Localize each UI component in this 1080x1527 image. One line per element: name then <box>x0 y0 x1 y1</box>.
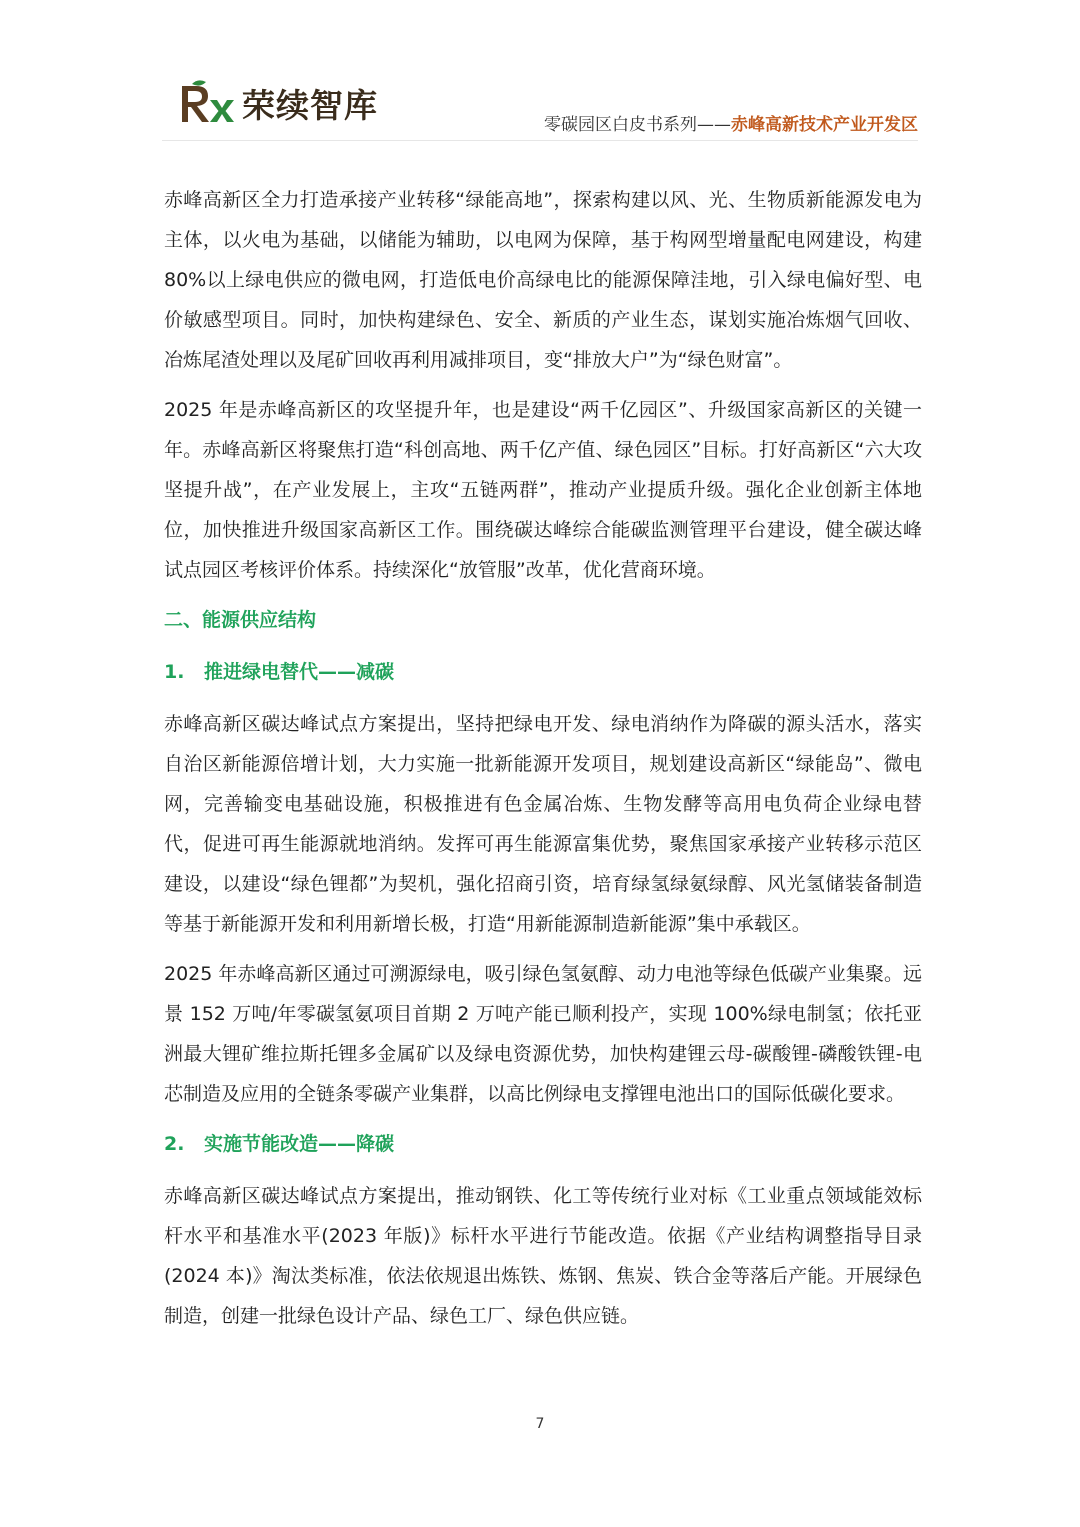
subsection-number: 1. <box>164 661 185 683</box>
section-heading-energy-supply: 二、能源供应结构 <box>164 609 317 631</box>
paragraph-2025-plan: 2025 年是赤峰高新区的攻坚提升年，也是建设“两千亿园区”、升级国家高新区的关键一年。赤峰高新区将聚焦打造“科创高地、两千亿产值、绿色园区”目标。打好高新区“六大攻坚提升战”，在产业发展上，主攻“五链两群”，推动产业提质升级。强化企业创新主体地位，加快推进升级国家高新区工作。围绕碳达峰综合能碳监测管理平台建设，健全碳达峰试点园区考核评价体系。持续深化“放管服”改革，优化营商环境。 <box>164 399 922 581</box>
series-park-name: 赤峰高新技术产业开发区 <box>731 115 918 135</box>
paragraph-green-energy-highland: 赤峰高新区全力打造承接产业转移“绿能高地”，探索构建以风、光、生物质新能源发电为主体，以火电为基础，以储能为辅助，以电网为保障，基于构网型增量配电网建设，构建80%以上绿电供应的微电网，打造低电价高绿电比的能源保障洼地，引入绿电偏好型、电价敏感型项目。同时，加快构建绿色、安全、新质的产业生态，谋划实施冶炼烟气回收、冶炼尾渣处理以及尾矿回收再利用减排项目，变“排放大户”为“绿色财富”。 <box>164 189 922 371</box>
header-divider <box>162 140 918 141</box>
subsection-title: 推进绿电替代——减碳 <box>204 661 395 683</box>
series-prefix: 零碳园区白皮书系列—— <box>544 115 731 135</box>
logo-rx-icon <box>178 80 236 126</box>
paragraph-green-power-plan: 赤峰高新区碳达峰试点方案提出，坚持把绿电开发、绿电消纳作为降碳的源头活水，落实自治区新能源倍增计划，大力实施一批新能源开发项目，规划建设高新区“绿能岛”、微电网，完善输变电基础设施，积极推进有色金属冶炼、生物发酵等高用电负荷企业绿电替代，促进可再生能源就地消纳。发挥可再生能源富集优势，聚焦国家承接产业转移示范区建设，以建设“绿色锂都”为契机，强化招商引资，培育绿氢绿氨绿醇、风光氢储装备制造等基于新能源开发和利用新增长极，打造“用新能源制造新能源”集中承载区。 <box>164 713 922 935</box>
series-title <box>544 110 918 135</box>
page-header <box>0 0 1080 150</box>
subsection-title: 实施节能改造——降碳 <box>204 1133 395 1155</box>
subsection-number: 2. <box>164 1133 185 1155</box>
logo-text: 荣续智库 <box>242 85 378 125</box>
document-body <box>164 180 922 1346</box>
page-number: 7 <box>535 1416 545 1432</box>
paragraph-2025-green-industry: 2025 年赤峰高新区通过可溯源绿电，吸引绿色氢氨醇、动力电池等绿色低碳产业集聚。远景 152 万吨/年零碳氢氨项目首期 2 万吨产能已顺利投产，实现 100%绿电制氢；依托亚洲最大锂矿维拉斯托锂多金属矿以及绿电资源优势，加快构建锂云母-碳酸锂-磷酸铁锂-电芯制造及应用的全链条零碳产业集群，以高比例绿电支撑锂电池出口的国际低碳化要求。 <box>164 963 922 1105</box>
subsection-heading-green-power <box>164 652 922 692</box>
logo <box>178 80 378 126</box>
paragraph-energy-saving-plan: 赤峰高新区碳达峰试点方案提出，推动钢铁、化工等传统行业对标《工业重点领域能效标杆水平和基准水平(2023 年版)》标杆水平进行节能改造。依据《产业结构调整指导目录(2024 本)》淘汰类标准，依法依规退出炼铁、炼钢、焦炭、铁合金等落后产能。开展绿色制造，创建一批绿色设计产品、绿色工厂、绿色供应链。 <box>164 1185 922 1327</box>
subsection-heading-energy-saving <box>164 1124 922 1164</box>
